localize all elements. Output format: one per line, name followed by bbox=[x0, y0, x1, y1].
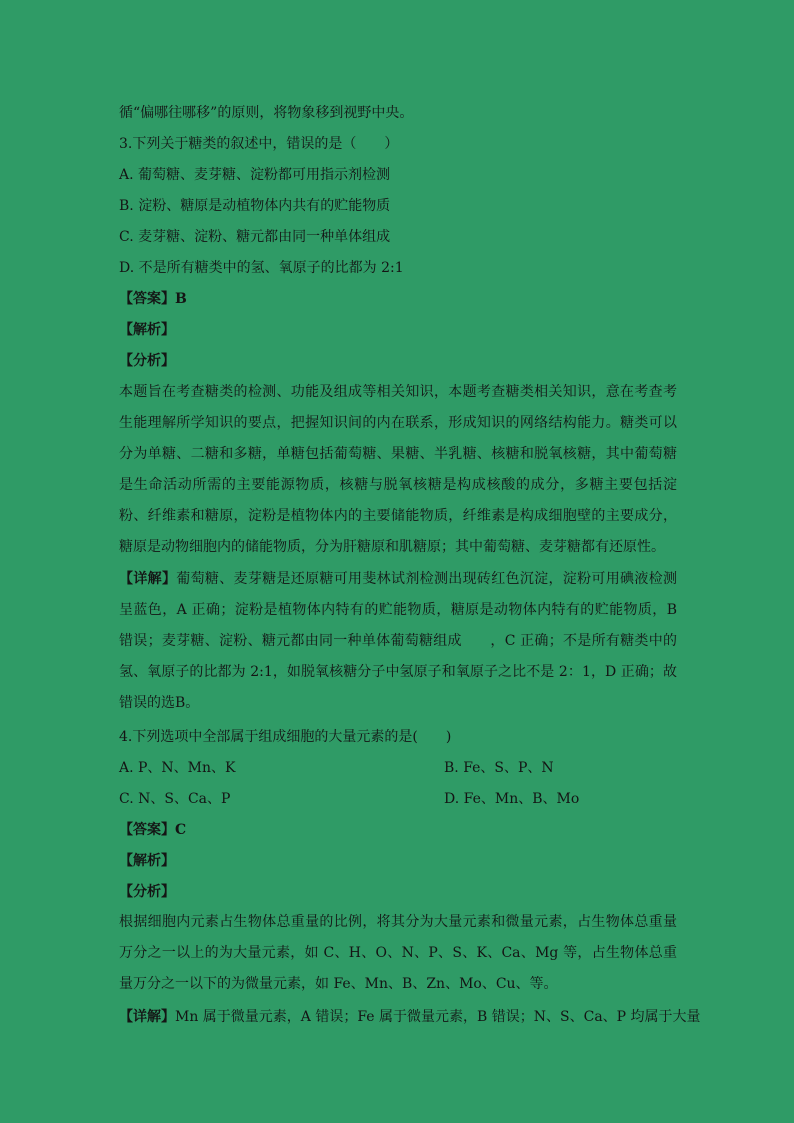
question-4-answer: 【答案】C bbox=[119, 822, 187, 838]
question-4-fenxi-heading: 【分析】 bbox=[119, 884, 175, 900]
question-4-option-a: A. P、N、Mn、K bbox=[119, 760, 236, 776]
question-3-option-d: D. 不是所有糖类中的氢、氧原子的比都为 2:1 bbox=[119, 260, 404, 276]
question-4-detail-text: Mn 属于微量元素，A 错误；Fe 属于微量元素，B 错误；N、S、Ca、P 均属于大量 bbox=[175, 1009, 701, 1025]
question-3-analysis: 本题旨在考查糖类的检测、功能及组成等相关知识，本题考查糖类相关知识，意在考查考生能理解所学知识的要点，把握知识间的内在联系，形成知识的网络结构能力。糖类可以分为单糖、二糖和多糖，单糖包括葡萄糖、果糖、半乳糖、核糖和脱氧核糖，其中葡萄糖是生命活动所需的主要能源物质，核糖与脱氧核糖是构成核酸的成分，多糖主要包括淀粉、纤维素和糖原，淀粉是植物体内的主要储能物质，纤维素是构成细胞壁的主要成分，糖原是动物细胞内的储能物质，分为肝糖原和肌糖原；其中葡萄糖、麦芽糖都有还原性。 bbox=[119, 384, 677, 555]
question-4-option-c: C. N、S、Ca、P bbox=[119, 791, 231, 807]
question-3-detail-text: 葡萄糖、麦芽糖是还原糖可用斐林试剂检测出现砖红色沉淀，淀粉可用碘液检测呈蓝色，A 正确；淀粉是植物体内特有的贮能物质，糖原是动物体内特有的贮能物质，B 错误；麦芽糖、淀粉、糖元都由同一种单体葡萄糖组成 ，C 正确；不是所有糖类中的氢、氧原子的比都为 2:1，如脱氧核糖分子中氢原子和氧原子之比不是 2：1，D 正确；故错误的选B。 bbox=[119, 571, 678, 711]
question-3-detail-label: 【详解】 bbox=[119, 571, 177, 587]
question-3-option-c: C. 麦芽糖、淀粉、糖元都由同一种单体组成 bbox=[119, 229, 391, 245]
question-4-option-b: B. Fe、S、P、N bbox=[444, 760, 554, 776]
question-3-answer: 【答案】B bbox=[119, 291, 187, 307]
question-3-option-b: B. 淀粉、糖原是动植物体内共有的贮能物质 bbox=[119, 198, 391, 214]
question-4-stem: 4.下列选项中全部属于组成细胞的大量元素的是( ) bbox=[119, 729, 452, 745]
question-4-detail bbox=[119, 1008, 701, 1026]
question-4-jiexi-heading: 【解析】 bbox=[119, 853, 175, 869]
question-3-jiexi-heading: 【解析】 bbox=[119, 322, 175, 338]
question-3-detail bbox=[119, 564, 677, 719]
question-3-option-a: A. 葡萄糖、麦芽糖、淀粉都可用指示剂检测 bbox=[119, 167, 391, 183]
previous-explanation-tail: 循“偏哪往哪移”的原则，将物象移到视野中央。 bbox=[119, 105, 414, 121]
question-4-detail-label: 【详解】 bbox=[119, 1009, 175, 1025]
question-3-fenxi-heading: 【分析】 bbox=[119, 353, 175, 369]
question-4-option-d: D. Fe、Mn、B、Mo bbox=[444, 791, 580, 807]
question-4-analysis: 根据细胞内元素占生物体总重量的比例，将其分为大量元素和微量元素，占生物体总重量万分之一以上的为大量元素，如 C、H、O、N、P、S、K、Ca、Mg 等，占生物体总重量万分之一以下的为微量元素，如 Fe、Mn、B、Zn、Mo、Cu、等。 bbox=[119, 914, 677, 992]
question-3-stem: 3.下列关于糖类的叙述中，错误的是（ ） bbox=[119, 136, 399, 152]
